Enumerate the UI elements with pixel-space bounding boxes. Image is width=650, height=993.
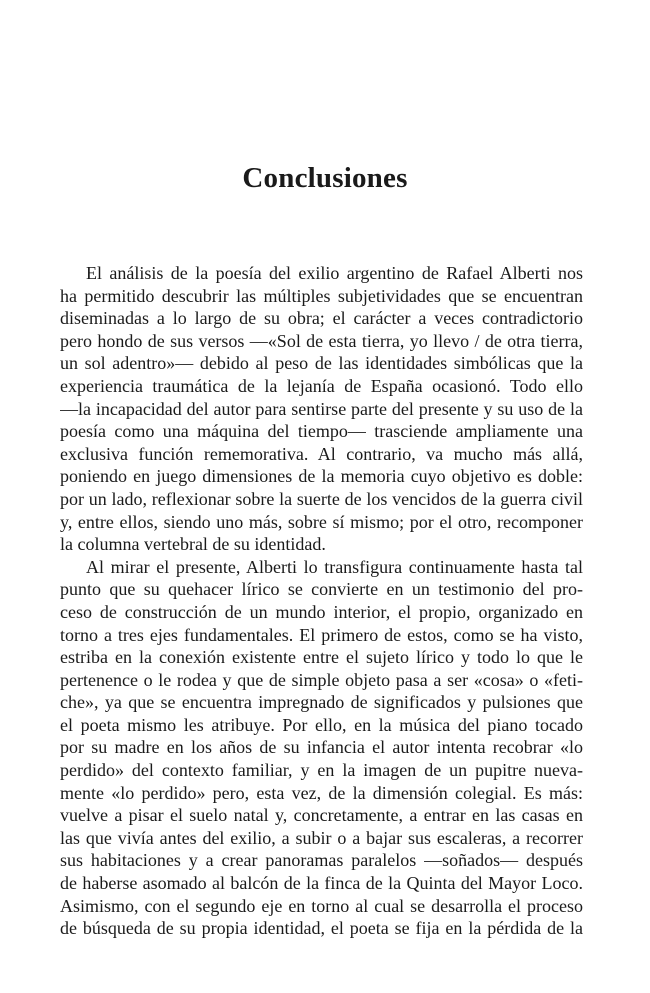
text-line: mente «lo perdido» pero, esta vez, de la dimensión colegial. Es más: bbox=[60, 782, 583, 803]
text-line: poesía como una máquina del tiempo— trasciende ampliamente una bbox=[60, 421, 583, 442]
text-line: por su madre en los años de su infancia el autor intenta recobrar «lo bbox=[60, 737, 583, 758]
text-line: ha permitido descubrir las múltiples subjetividades que se encuentran bbox=[60, 285, 583, 306]
text-line: de haberse asomado al balcón de la finca de la Quinta del Mayor Loco. bbox=[60, 873, 583, 894]
text-line: —la incapacidad del autor para sentirse parte del presente y su uso de la bbox=[60, 398, 583, 419]
text-line: poniendo en juego dimensiones de la memoria cuyo objetivo es doble: bbox=[60, 466, 583, 487]
text-line: Al mirar el presente, Alberti lo transfigura continuamente hasta tal bbox=[86, 556, 583, 577]
text-line: diseminadas a lo largo de su obra; el carácter a veces contradictorio bbox=[60, 308, 583, 329]
text-line: por un lado, reflexionar sobre la suerte de los vencidos de la guerra civil bbox=[60, 488, 583, 509]
text-line: y, entre ellos, siendo uno más, sobre sí mismo; por el otro, recomponer bbox=[60, 511, 583, 532]
body-text bbox=[60, 262, 583, 940]
text-line: exclusiva función rememorativa. Al contrario, va mucho más allá, bbox=[60, 443, 583, 464]
text-line: vuelve a pisar el suelo natal y, concretamente, a entrar en las casas en bbox=[60, 805, 583, 826]
text-line: torno a tres ejes fundamentales. El primero de estos, como se ha visto, bbox=[60, 624, 583, 645]
text-line: la columna vertebral de su identidad. bbox=[60, 534, 326, 555]
chapter-title: Conclusiones bbox=[242, 162, 408, 194]
text-line: pertenence o le rodea y que de simple objeto pasa a ser «cosa» o «feti- bbox=[60, 669, 583, 690]
text-line: El análisis de la poesía del exilio argentino de Rafael Alberti nos bbox=[86, 263, 583, 283]
text-line: pero hondo de sus versos —«Sol de esta tierra, yo llevo / de otra tierra, bbox=[60, 330, 583, 351]
text-line: de búsqueda de su propia identidad, el poeta se fija en la pérdida de la bbox=[60, 918, 583, 939]
text-line: Asimismo, con el segundo eje en torno al cual se desarrolla el proceso bbox=[60, 895, 583, 916]
text-line: el poeta mismo les atribuye. Por ello, en la música del piano tocado bbox=[60, 714, 583, 735]
text-line: estriba en la conexión existente entre el sujeto lírico y todo lo que le bbox=[60, 647, 583, 668]
text-line: perdido» del contexto familiar, y en la imagen de un pupitre nueva- bbox=[60, 760, 583, 781]
text-line: ceso de construcción de un mundo interior, el propio, organizado en bbox=[60, 601, 583, 622]
text-line: che», ya que se encuentra impregnado de significados y pulsiones que bbox=[60, 692, 583, 713]
text-line: las que vivía antes del exilio, a subir o a bajar sus escaleras, a recorrer bbox=[60, 827, 583, 848]
text-line: punto que su quehacer lírico se convierte en un testimonio del pro- bbox=[60, 579, 583, 600]
text-line: sus habitaciones y a crear panoramas paralelos —soñados— después bbox=[60, 850, 583, 871]
text-line: experiencia traumática de la lejanía de España ocasionó. Todo ello bbox=[60, 375, 583, 396]
text-line: un sol adentro»— debido al peso de las identidades simbólicas que la bbox=[60, 353, 583, 374]
